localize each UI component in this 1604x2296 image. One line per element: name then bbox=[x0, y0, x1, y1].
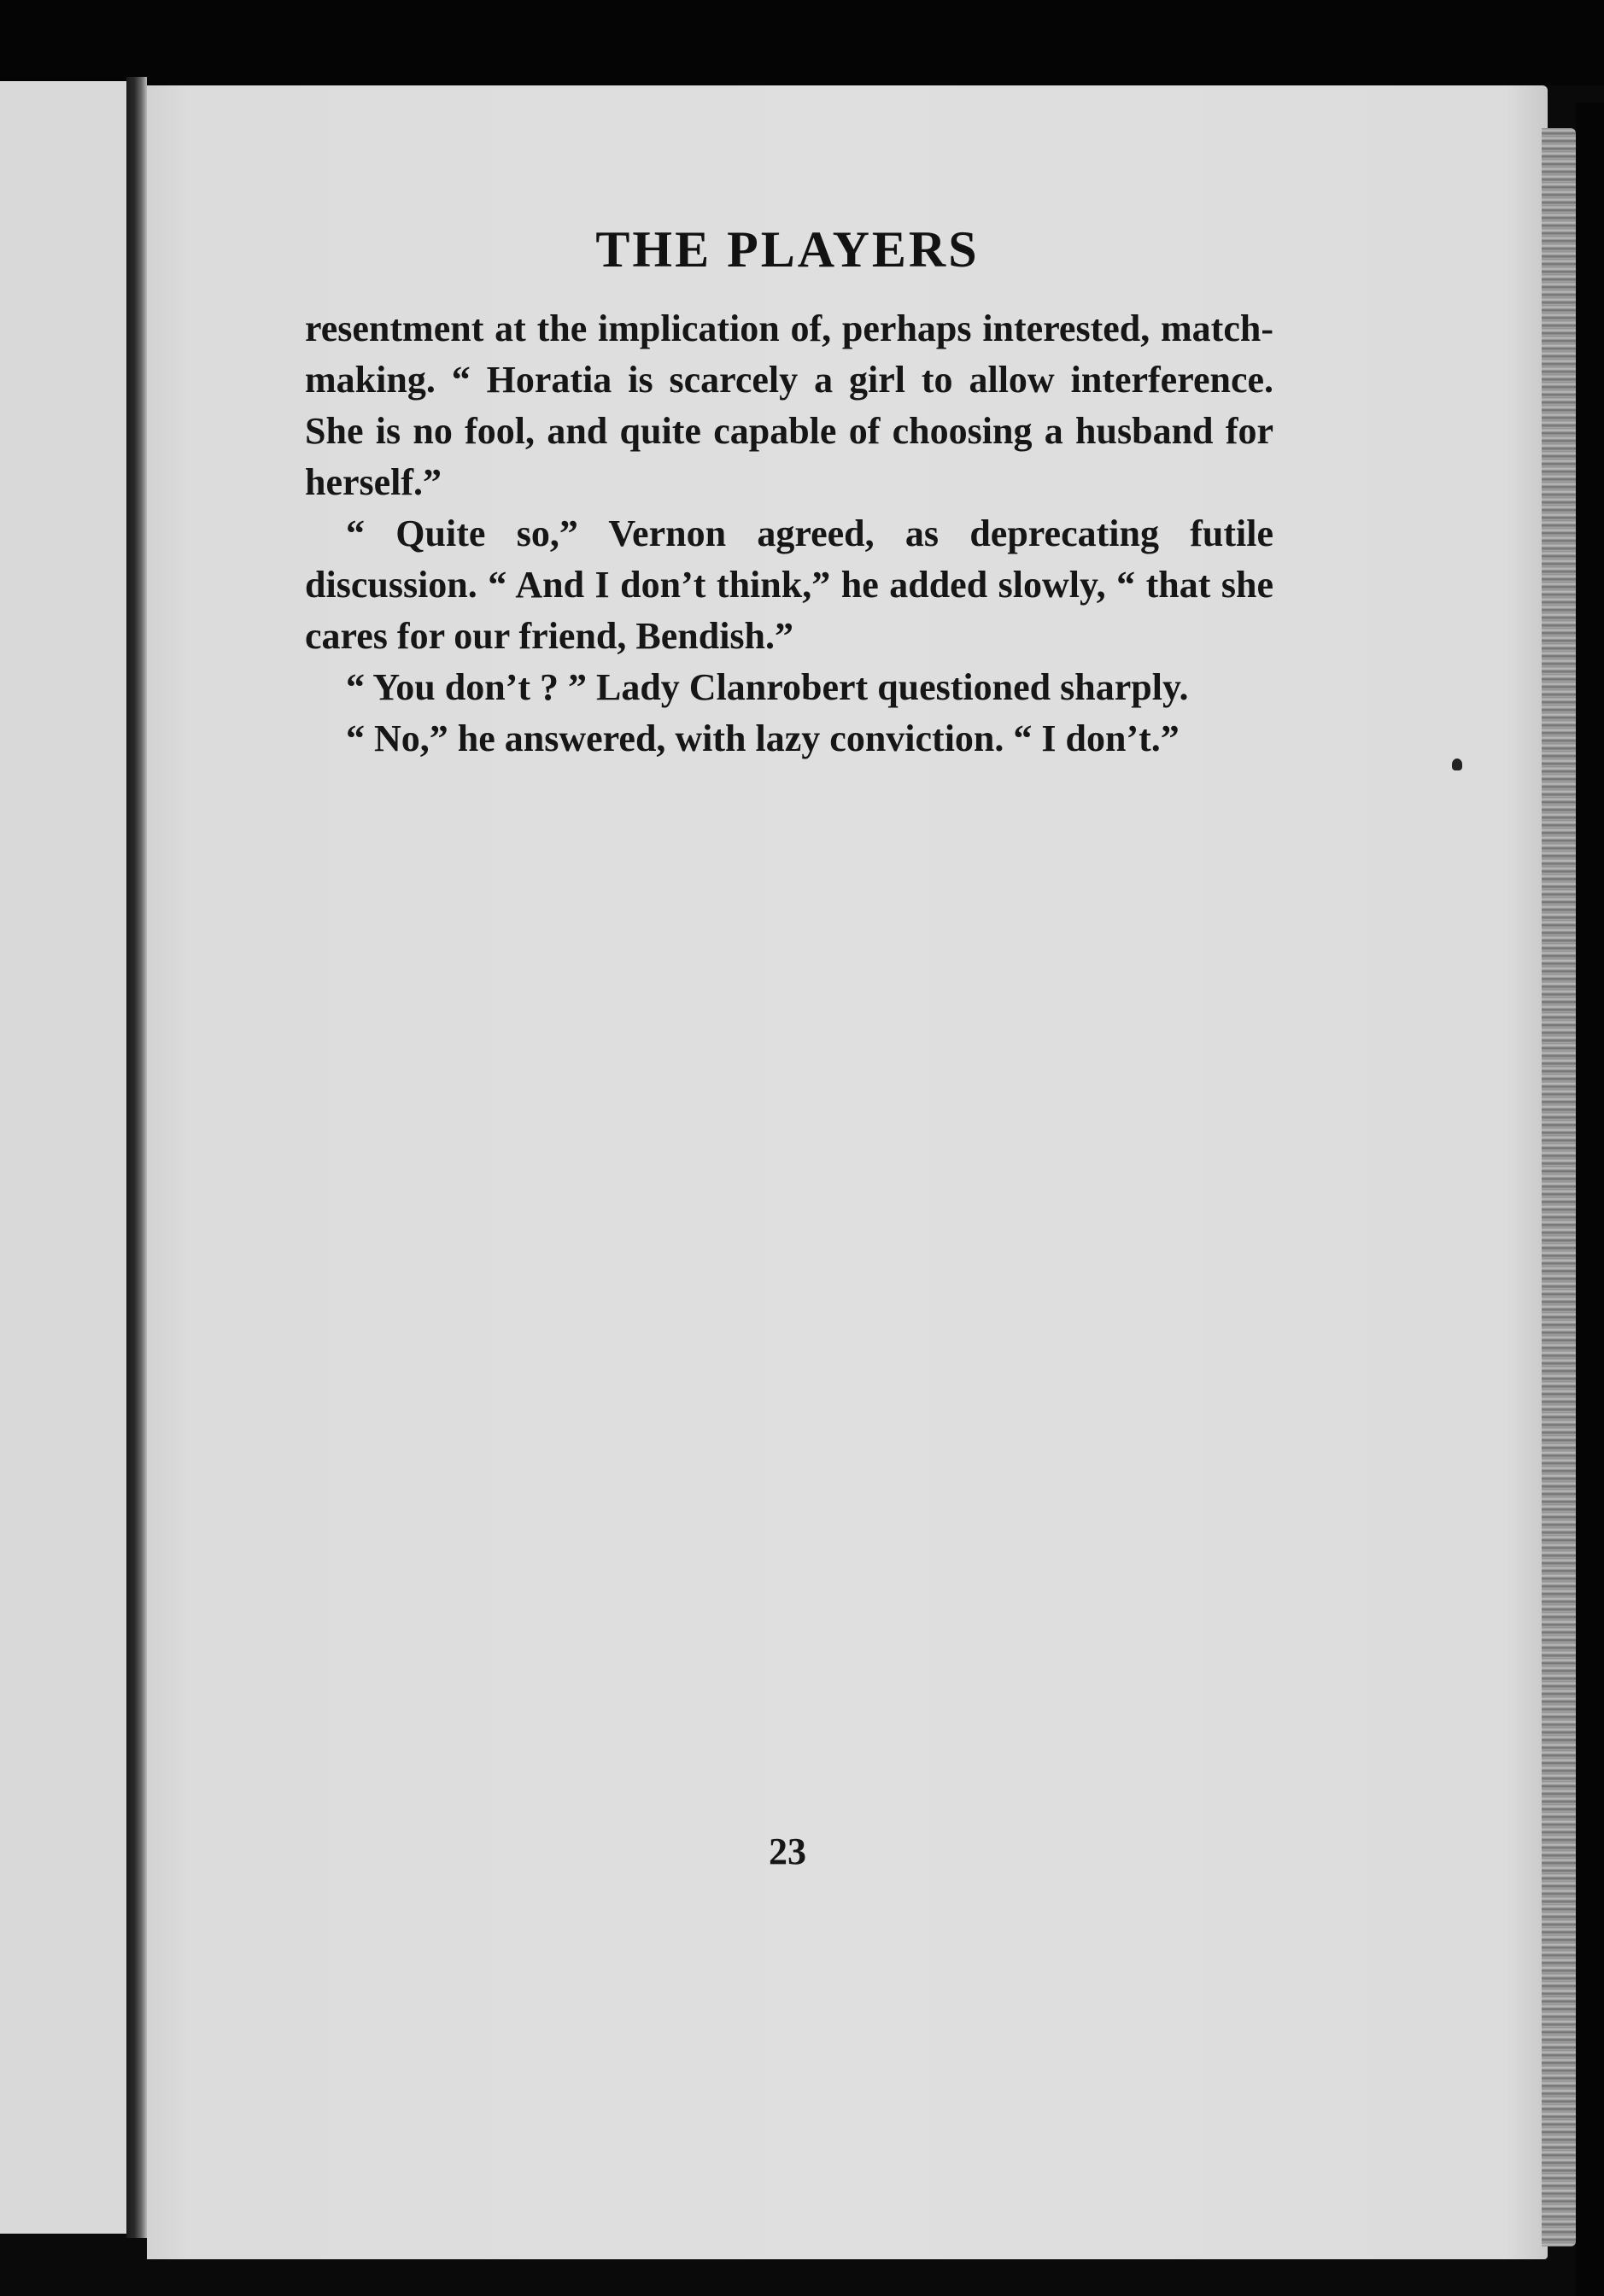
page-number: 23 bbox=[769, 1830, 806, 1872]
paragraph: resentment at the implication of, perhaps interested, match-making. “ Horatia is scarcely a girl to allow interference. She is no fool, and quite capable of choosing a husband for herself.” bbox=[305, 308, 1273, 503]
running-head: THE PLAYERS bbox=[595, 221, 980, 278]
paragraph: “ No,” he answered, with lazy conviction. “ I don’t.” bbox=[346, 718, 1180, 759]
paragraph: “ You don’t ? ” Lady Clanrobert questioned sharply. bbox=[346, 666, 1189, 708]
page-fore-edge bbox=[1542, 128, 1576, 2246]
ink-speck bbox=[1452, 758, 1462, 770]
scan-right-border bbox=[1576, 102, 1604, 2296]
facing-page-edge bbox=[0, 81, 126, 2234]
scan-top-border bbox=[0, 0, 1604, 85]
book-gutter bbox=[126, 77, 147, 2238]
body-text bbox=[305, 303, 1273, 764]
paragraph: “ Quite so,” Vernon agreed, as deprecating futile discussion. “ And I don’t think,” he added slowly, “ that she cares for our friend, Bendish.” bbox=[305, 512, 1273, 657]
